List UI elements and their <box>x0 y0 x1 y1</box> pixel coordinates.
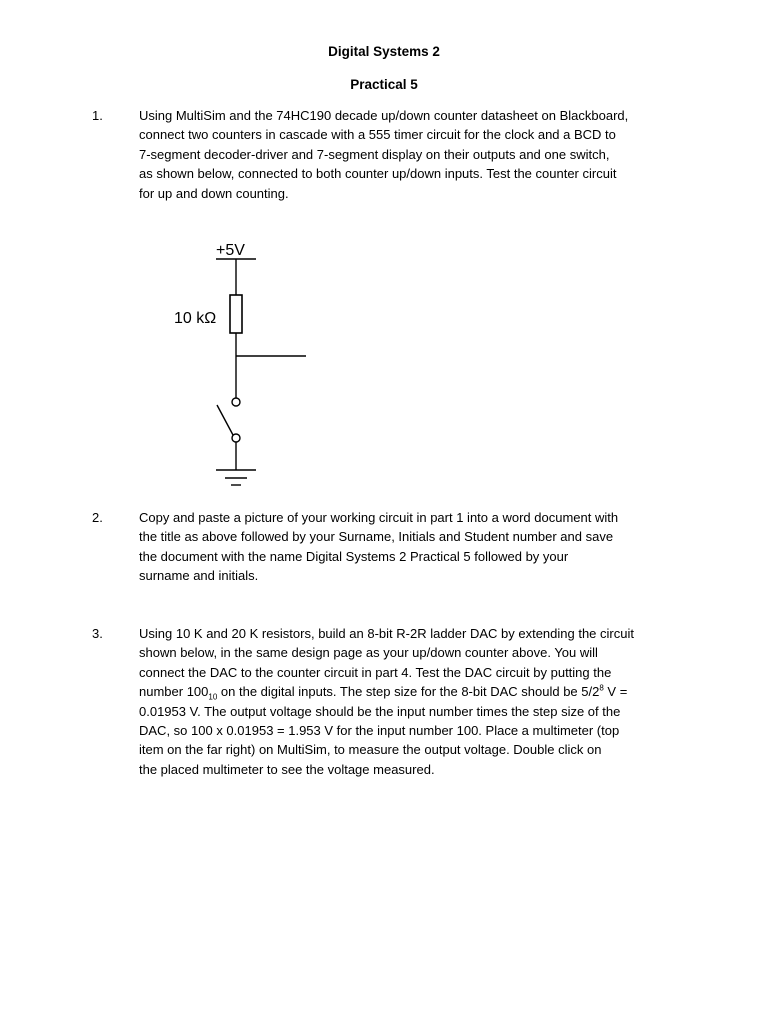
base-subscript: 10 <box>208 692 218 702</box>
switch-blade <box>217 405 233 435</box>
exponent-superscript: 8 <box>599 683 604 693</box>
question-1-line: as shown below, connected to both counter up/down inputs. Test the counter circuit <box>139 166 617 182</box>
question-3-line: DAC, so 100 x 0.01953 = 1.953 V for the input number 100. Place a multimeter (top <box>139 723 620 739</box>
resistor-symbol <box>230 295 242 333</box>
switch-pullup-circuit-diagram <box>160 232 320 494</box>
resistor-value-label: 10 kΩ <box>174 310 217 327</box>
supply-voltage-label: +5V <box>216 242 245 259</box>
question-1-number: 1. <box>92 108 103 123</box>
document-title: Digital Systems 2 <box>328 44 440 59</box>
equals-text: V = <box>603 684 628 700</box>
question-3-line: 0.01953 V. The output voltage should be the input number times the step size of the <box>139 703 621 719</box>
question-1-line: for up and down counting. <box>139 185 289 201</box>
question-1-line: Using MultiSim and the 74HC190 decade up/down counter datasheet on Blackboard, <box>139 108 629 123</box>
question-3-line: the placed multimeter to see the voltage measured. <box>139 761 435 777</box>
question-1-text <box>139 106 679 203</box>
question-1-line: 7-segment decoder-driver and 7-segment display on their outputs and one switch, <box>139 146 610 162</box>
question-2-line: Copy and paste a picture of your working circuit in part 1 into a word document with <box>139 510 619 525</box>
switch-top-contact <box>232 398 240 406</box>
question-2-line: the document with the name Digital Systems 2 Practical 5 followed by your <box>139 548 569 564</box>
question-3-number: 3. <box>92 626 103 641</box>
question-2-text <box>139 508 679 586</box>
question-3-line: shown below, in the same design page as your up/down counter above. You will <box>139 645 598 661</box>
practical-subtitle: Practical 5 <box>350 77 418 92</box>
question-1-line: connect two counters in cascade with a 555 timer circuit for the clock and a BCD to <box>139 127 616 143</box>
number-text: number 100 <box>139 684 209 700</box>
question-2-line: the title as above followed by your Surname, Initials and Student number and save <box>139 529 614 545</box>
question-3-line: Using 10 K and 20 K resistors, build an 8-bit R-2R ladder DAC by extending the circuit <box>139 626 634 641</box>
step-size-text: on the digital inputs. The step size for the 8-bit DAC should be 5/2 <box>217 684 600 700</box>
question-3-line: item on the far right) on MultiSim, to measure the output voltage. Double click on <box>139 742 602 758</box>
question-3-text <box>139 624 679 779</box>
question-3-line: connect the DAC to the counter circuit in part 4. Test the DAC circuit by putting the <box>139 664 612 680</box>
question-2-line: surname and initials. <box>139 568 259 584</box>
switch-bottom-contact <box>232 434 240 442</box>
question-3-formula-line <box>139 682 679 701</box>
question-2-number: 2. <box>92 510 103 525</box>
